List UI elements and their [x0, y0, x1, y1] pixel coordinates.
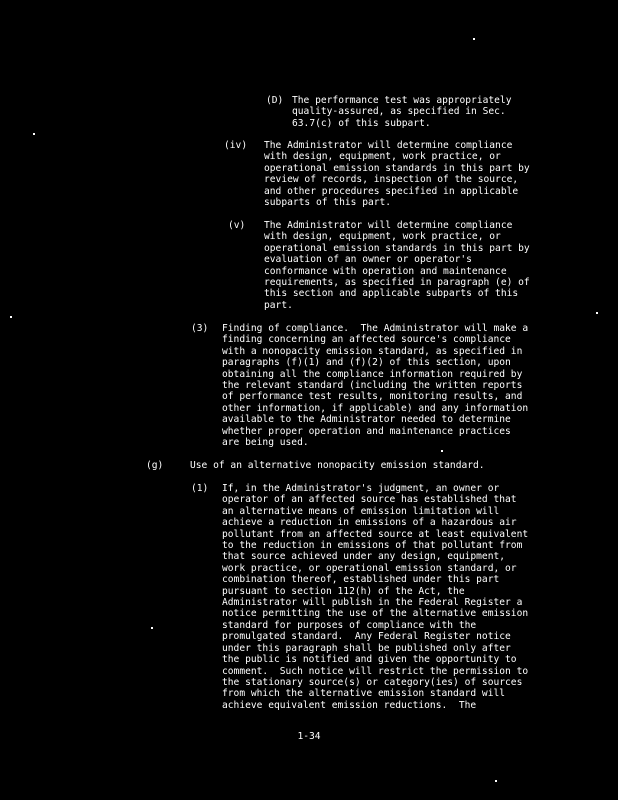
item-d-label: (D) — [266, 95, 284, 106]
section-g-label: (g) — [146, 460, 164, 471]
scan-speck — [473, 38, 475, 40]
scan-speck — [10, 316, 12, 318]
scan-speck — [441, 450, 443, 452]
item-v-text: The Administrator will determine compliance with design, equipment, work practice, or operational emission standards in this part by evaluation of an owner or operator's conformance with operation and maintenance requirements, as specified in paragraph (e) of this section and applicable subparts of this part. — [264, 220, 530, 311]
paragraph-3-label: (3) — [191, 323, 209, 334]
paragraph-3-text: Finding of compliance. The Administrator will make a finding concerning an affected source's compliance with a nonopacity emission standard, as specified in paragraphs (f)(1) and (f)(2) of this section, upon obtaining all the compliance information required by the relevant standard (including the written reports of performance test results, monitoring results, and other information, if applicable) and any information available to the Administrator needed to determine whether proper operation and maintenance practices are being used. — [222, 323, 529, 449]
item-iv-label: (iv) — [224, 140, 248, 151]
scan-speck — [495, 780, 497, 782]
scan-speck — [151, 627, 153, 629]
section-g-heading: Use of an alternative nonopacity emission standard. — [190, 460, 485, 471]
paragraph-1-text: If, in the Administrator's judgment, an owner or operator of an affected source has established that an alternative means of emission limitation will achieve a reduction in emissions of a hazardous air pollutant from an affected source at least equivalent to the reduction in emissions of that pollutant from that source achieved under any design, equipment, work practice, or operational emission standard, or combination thereof, established under this part pursuant to section 112(h) of the Act, the Administrator will publish in the Federal Register a notice permitting the use of the alternative emission standard for purposes of compliance with the promulgated standard. Any Federal Register notice under this paragraph shall be published only after the public is notified and given the opportunity to comment. Such notice will restrict the permission to the stationary source(s) or category(ies) of sources from which the alternative emission standard will achieve equivalent emission reductions. The — [222, 483, 529, 711]
item-iv-text: The Administrator will determine compliance with design, equipment, work practice, or operational emission standards in this part by review of records, inspection of the source, and other procedures specified in applicable subparts of this part. — [264, 140, 530, 209]
paragraph-1-label: (1) — [191, 483, 209, 494]
scan-speck — [596, 312, 598, 314]
item-v-label: (v) — [228, 220, 246, 231]
page-number: 1-34 — [297, 731, 321, 742]
item-d-text: The performance test was appropriately quality-assured, as specified in Sec. 63.7(c) of this subpart. — [292, 95, 512, 129]
scan-speck — [33, 133, 35, 135]
